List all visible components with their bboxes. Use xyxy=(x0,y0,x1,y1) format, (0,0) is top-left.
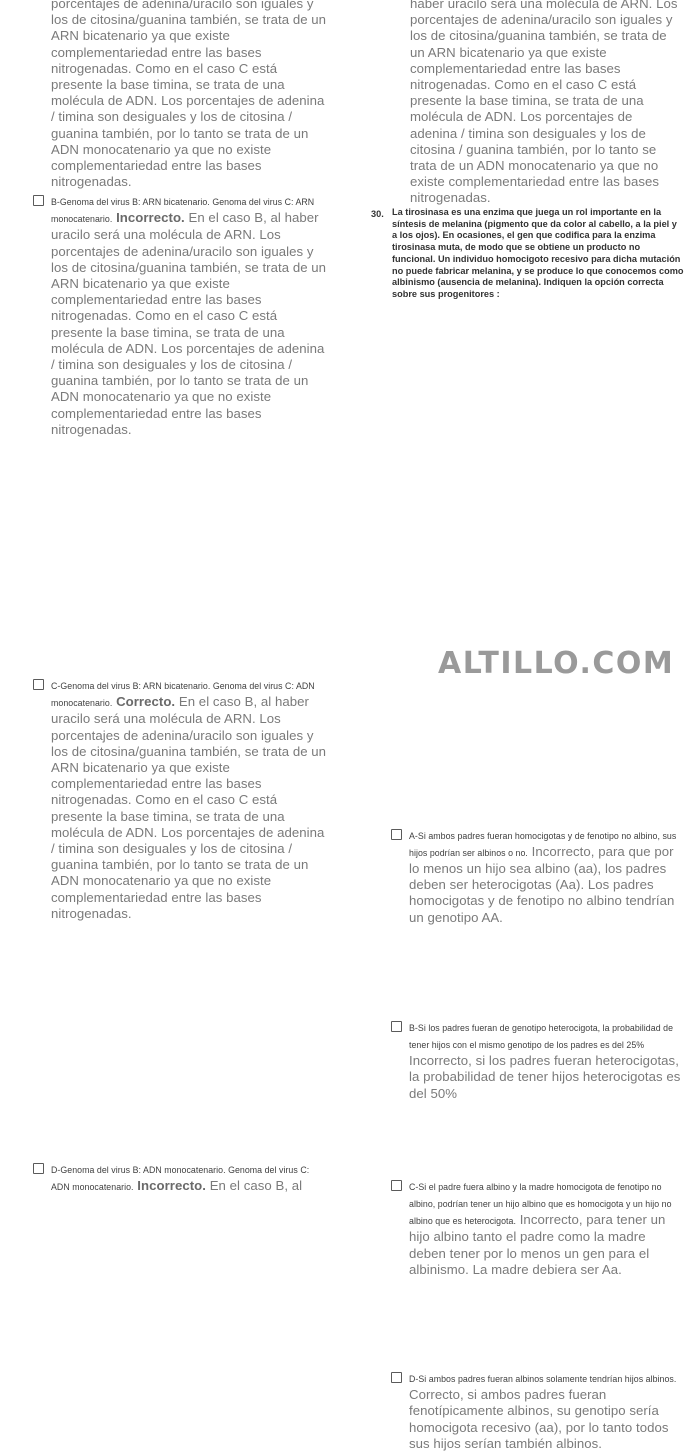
verdict: Incorrecto. xyxy=(137,1178,206,1194)
option-explanation: Correcto, si ambos padres fueran fenotípicamente albinos, su genotipo sería homocigota recesivo (aa), por lo tanto todos sus hijos serían también albinos. xyxy=(409,1387,669,1451)
option-a[interactable] xyxy=(391,827,685,926)
checkbox[interactable] xyxy=(391,829,402,840)
continued-answer-text: haber uracilo será una molécula de ARN. Los porcentajes de adenina/uracilo son iguales y los de citosina/guanina también, se trata de un ARN bicatenario ya que existe complementariedad entre las bases nitrogenadas. Como en el caso C está presente la base timina, se trata de una molécula de ADN. Los porcentajes de adenina / timina son desiguales y los de citosina / guanina también, por lo tanto se trata de un ADN monocatenario ya que no existe complementariedad entre las bases nitrogenadas. xyxy=(410,0,678,206)
checkbox[interactable] xyxy=(33,1163,44,1174)
site-logo: ALTILLO.COM xyxy=(438,646,675,681)
checkbox[interactable] xyxy=(391,1372,402,1383)
option-b[interactable] xyxy=(33,193,329,438)
option-b[interactable] xyxy=(391,1019,685,1102)
option-explanation: Incorrecto, para tener un hijo albino tanto el padre como la madre deben tener por lo menos un gen para el albinismo. La madre debiera ser Aa. xyxy=(409,1212,666,1277)
option-label: C-Genoma del virus B: ARN bicatenario. Genoma del virus C: ADN monocatenario. xyxy=(51,681,315,709)
option-d[interactable] xyxy=(33,1161,329,1195)
option-label: B-Genoma del virus B: ARN bicatenario. Genoma del virus C: ARN monocatenario. xyxy=(51,197,315,225)
question-number: 30. xyxy=(371,209,384,219)
checkbox[interactable] xyxy=(33,679,44,690)
checkbox[interactable] xyxy=(391,1180,402,1191)
option-label: D-Genoma del virus B: ADN monocatenario. Genoma del virus C: ADN monocatenario. xyxy=(51,1165,310,1193)
option-explanation: En el caso B, al haber uracilo será una molécula de ARN. Los porcentajes de adenina/uracilo son iguales y los de citosina/guanina también, se trata de un ARN bicatenario ya que existe complementariedad entre las bases nitrogenadas. Como en el caso C está presente la base timina, se trata de una molécula de ADN. Los porcentajes de adenina / timina son desiguales y los de citosina / guanina también, por lo tanto se trata de un ADN monocatenario ya que no existe complementariedad entre las bases nitrogenadas. xyxy=(51,694,327,921)
option-label: C-Si el padre fuera albino y la madre homocigota de fenotipo no albino, podrían tener un hijo albino que es homocigota y un hijo no albino que es heterocigota. xyxy=(409,1181,672,1227)
option-c[interactable] xyxy=(33,677,329,922)
left-column xyxy=(51,0,331,190)
continued-answer-text: porcentajes de adenina/uracilo son iguales y los de citosina/guanina también, se trata de un ARN bicatenario ya que existe complementariedad entre las bases nitrogenadas. Como en el caso C está presente la base timina, se trata de una molécula de ADN. Los porcentajes de adenina / timina son desiguales y los de citosina / guanina también, por lo tanto se trata de un ADN monocatenario ya que no existe complementariedad entre las bases nitrogenadas. xyxy=(51,0,327,190)
option-label: A-Si ambos padres fueran homocigotas y de fenotipo no albino, sus hijos podrían ser albinos o no. xyxy=(409,830,677,858)
option-explanation: En el caso B, al xyxy=(209,1178,303,1194)
checkbox[interactable] xyxy=(33,195,44,206)
option-explanation: Incorrecto, para que por lo menos un hijo sea albino (aa), los padres deben ser heterocigotas (Aa). Los padres homocigotas y de fenotipo no albino tendrían un genotipo AA. xyxy=(409,843,675,925)
question-text: La tirosinasa es una enzima que juega un rol importante en la síntesis de melanina (pigmento que da color al cabello, a la piel y a los ojos). En ocasiones, el gen que codifica para la enzima tirosinasa muta, de modo que se obtiene un producto no funcional. Un individuo homocigoto recesivo para dicha mutación no puede fabricar melanina, y se produce lo que conocemos como albinismo (ausencia de melanina). Indiquen la opción correcta sobre sus progenitores : xyxy=(392,207,684,299)
verdict: Correcto. xyxy=(116,694,176,710)
option-c[interactable] xyxy=(391,1178,685,1278)
option-label: B-Si los padres fueran de genotipo heterocigota, la probabilidad de tener hijos con el mismo genotipo de los padres es del 25% xyxy=(409,1022,674,1050)
verdict: Incorrecto. xyxy=(116,210,185,226)
option-label: D-Si ambos padres fueran albinos solamente tendrían hijos albinos. xyxy=(409,1373,677,1384)
option-explanation: En el caso B, al haber uracilo será una molécula de ARN. Los porcentajes de adenina/uracilo son iguales y los de citosina/guanina también, se trata de un ARN bicatenario ya que existe complementariedad entre las bases nitrogenadas. Como en el caso C está presente la base timina, se trata de una molécula de ADN. Los porcentajes de adenina / timina son desiguales y los de citosina / guanina también, por lo tanto se trata de un ADN monocatenario ya que no existe complementariedad entre las bases nitrogenadas. xyxy=(51,210,327,437)
right-column xyxy=(410,0,682,207)
checkbox[interactable] xyxy=(391,1021,402,1032)
option-explanation: Incorrecto, si los padres fueran heterocigotas, la probabilidad de tener hijos heterocigotas es del 50% xyxy=(409,1053,681,1101)
option-d[interactable] xyxy=(391,1370,685,1452)
